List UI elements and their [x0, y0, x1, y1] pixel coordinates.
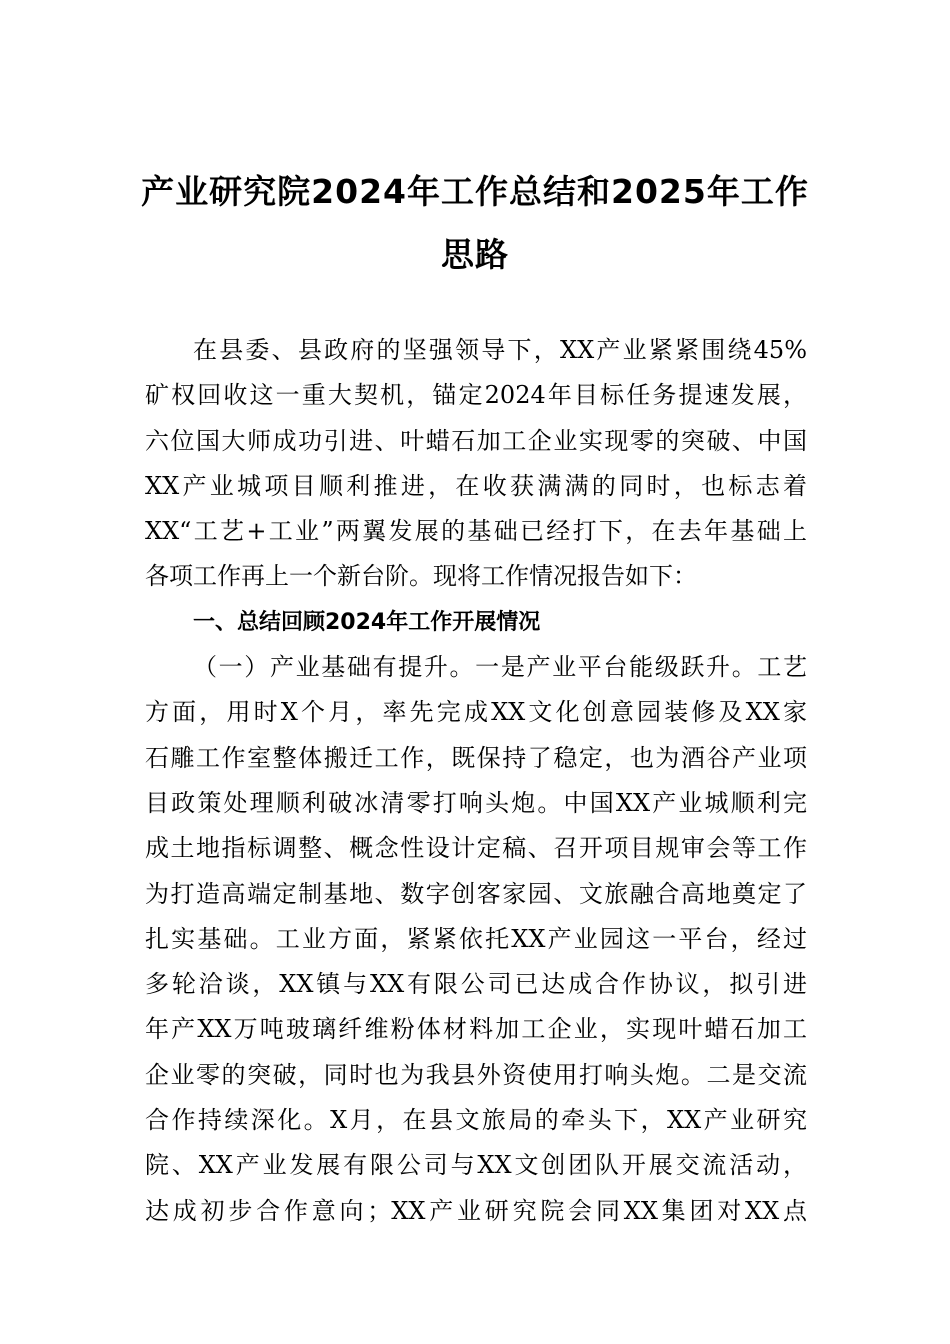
text-line: 石雕工作室整体搬迁工作，既保持了稳定，也为酒谷产业项 [145, 743, 807, 772]
intro-paragraph [145, 328, 807, 600]
text-line: 多轮洽谈，XX镇与XX有限公司已达成合作协议，拟引进 [145, 970, 807, 999]
document-body [145, 328, 807, 1234]
text-line: 矿权回收这一重大契机，锚定2024年目标任务提速发展， [145, 381, 807, 410]
text-line: 目政策处理顺利破冰清零打响头炮。中国XX产业城顺利完 [145, 788, 807, 817]
document-title-line-1: 产业研究院2024年工作总结和2025年工作 [141, 172, 809, 211]
text-line: 年产XX万吨玻璃纤维粉体材料加工企业，实现叶蜡石加工 [145, 1015, 807, 1044]
text-line: 达成初步合作意向；XX产业研究院会同XX集团对XX点 [145, 1196, 807, 1225]
text-line: 企业零的突破，同时也为我县外资使用打响头炮。二是交流 [145, 1060, 807, 1089]
section-heading: 一、总结回顾2024年工作开展情况 [193, 609, 541, 635]
section-1-heading [145, 600, 807, 645]
text-line: 六位国大师成功引进、叶蜡石加工企业实现零的突破、中国 [145, 426, 807, 455]
text-line: 各项工作再上一个新台阶。现将工作情况报告如下： [145, 562, 697, 591]
section-1-paragraph [145, 645, 807, 1234]
text-line: 合作持续深化。X月，在县文旅局的牵头下，XX产业研究 [145, 1106, 807, 1135]
text-line: （一）产业基础有提升。一是产业平台能级跃升。工艺 [193, 653, 807, 682]
text-line: 方面，用时X个月，率先完成XX文化创意园装修及XX家 [145, 698, 807, 727]
text-line: 为打造高端定制基地、数字创客家园、文旅融合高地奠定了 [145, 879, 807, 908]
document-title-line-2: 思路 [441, 235, 509, 274]
text-line: 在县委、县政府的坚强领导下，XX产业紧紧围绕45% [193, 336, 807, 364]
text-line: 扎实基础。工业方面，紧紧依托XX产业园这一平台，经过 [145, 924, 807, 953]
text-line: XX“工艺+工业”两翼发展的基础已经打下，在去年基础上 [145, 517, 807, 546]
text-line: XX产业城项目顺利推进，在收获满满的同时，也标志着 [145, 471, 807, 500]
text-line: 院、XX产业发展有限公司与XX文创团队开展交流活动， [145, 1151, 807, 1180]
text-line: 成土地指标调整、概念性设计定稿、召开项目规审会等工作 [145, 834, 807, 863]
